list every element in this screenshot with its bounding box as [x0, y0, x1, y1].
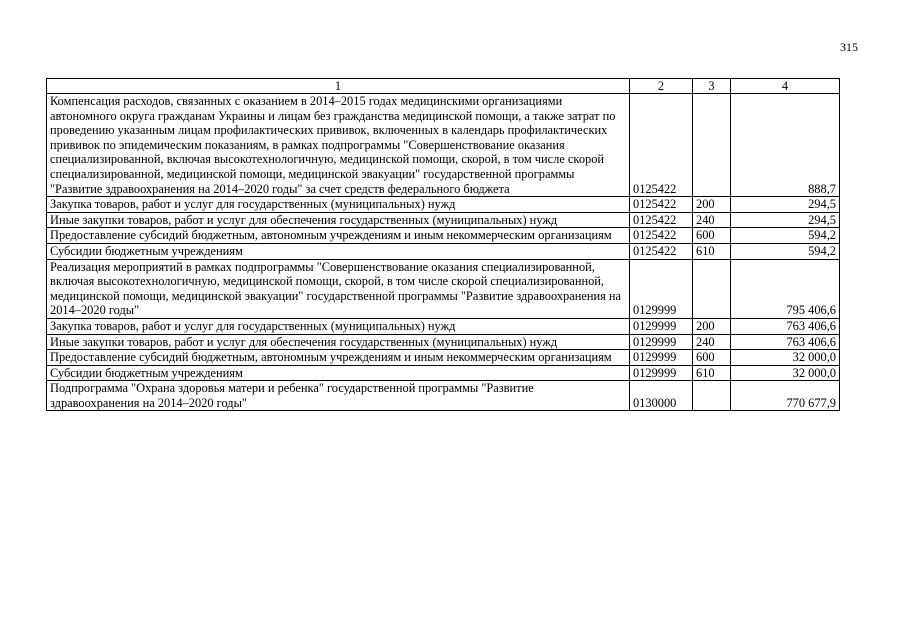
row-code: 0125422: [630, 243, 693, 259]
row-type: 240: [693, 334, 731, 350]
table-row: [47, 334, 840, 350]
row-code: 0125422: [630, 197, 693, 213]
row-name: Закупка товаров, работ и услуг для государственных (муниципальных) нужд: [47, 318, 630, 334]
row-amount: 763 406,6: [731, 318, 840, 334]
table-body: [47, 94, 840, 411]
table-row: [47, 350, 840, 366]
row-code: 0130000: [630, 381, 693, 411]
table-row: [47, 381, 840, 411]
row-code: 0129999: [630, 350, 693, 366]
row-amount: 294,5: [731, 212, 840, 228]
row-amount: 294,5: [731, 197, 840, 213]
row-type: [693, 381, 731, 411]
row-type: 200: [693, 318, 731, 334]
row-amount: 763 406,6: [731, 334, 840, 350]
row-amount: 594,2: [731, 243, 840, 259]
row-amount: 32 000,0: [731, 350, 840, 366]
row-name: Предоставление субсидий бюджетным, автономным учреждениям и иным некоммерческим организациям: [47, 350, 630, 366]
row-code: 0125422: [630, 212, 693, 228]
row-type: [693, 94, 731, 197]
table-row: [47, 94, 840, 197]
table-row: [47, 212, 840, 228]
row-amount: 770 677,9: [731, 381, 840, 411]
row-type: 610: [693, 243, 731, 259]
header-col-4: 4: [731, 79, 840, 94]
row-amount: 795 406,6: [731, 259, 840, 318]
row-type: 600: [693, 228, 731, 244]
header-col-1: 1: [47, 79, 630, 94]
row-name: Подпрограмма "Охрана здоровья матери и ребенка" государственной программы "Развитие здравоохранения на 2014–2020 годы": [47, 381, 630, 411]
row-code: 0129999: [630, 365, 693, 381]
header-row: [47, 79, 840, 94]
row-name: Иные закупки товаров, работ и услуг для обеспечения государственных (муниципальных) нужд: [47, 212, 630, 228]
row-name: Предоставление субсидий бюджетным, автономным учреждениям и иным некоммерческим организациям: [47, 228, 630, 244]
table-row: [47, 259, 840, 318]
row-name: Реализация мероприятий в рамках подпрограммы "Совершенствование оказания специализированной, включая высокотехнологичную, медицинской помощи, скорой, в том числе скорой специализированной, медицинской помощи, медицинской эвакуации" государственной программы "Развитие здравоохранения на 2014–2020 годы": [47, 259, 630, 318]
row-name: Иные закупки товаров, работ и услуг для обеспечения государственных (муниципальных) нужд: [47, 334, 630, 350]
row-name: Субсидии бюджетным учреждениям: [47, 365, 630, 381]
table-row: [47, 228, 840, 244]
page-number: 315: [840, 40, 858, 54]
row-amount: 32 000,0: [731, 365, 840, 381]
row-type: [693, 259, 731, 318]
row-name: Субсидии бюджетным учреждениям: [47, 243, 630, 259]
row-code: 0129999: [630, 318, 693, 334]
table-row: [47, 197, 840, 213]
header-col-3: 3: [693, 79, 731, 94]
budget-table: [46, 78, 840, 411]
row-code: 0129999: [630, 334, 693, 350]
row-amount: 594,2: [731, 228, 840, 244]
row-code: 0125422: [630, 94, 693, 197]
row-amount: 888,7: [731, 94, 840, 197]
table-row: [47, 365, 840, 381]
row-name: Компенсация расходов, связанных с оказанием в 2014–2015 годах медицинскими организациями автономного округа гражданам Украины и лицам без гражданства медицинской помощи, а также затрат по проведению указанным лицам профилактических прививок, включенных в календарь профилактических прививок по эпидемическим показаниям, в рамках подпрограммы "Совершенствование оказания специализированной, включая высокотехнологичную, медицинской помощи, скорой, в том числе скорой специализированной, медицинской помощи, медицинской эвакуации" государственной программы "Развитие здравоохранения на 2014–2020 годы" за счет средств федерального бюджета: [47, 94, 630, 197]
header-col-2: 2: [630, 79, 693, 94]
table-row: [47, 243, 840, 259]
table-header: [47, 79, 840, 94]
row-code: 0129999: [630, 259, 693, 318]
row-type: 200: [693, 197, 731, 213]
table-row: [47, 318, 840, 334]
row-type: 600: [693, 350, 731, 366]
row-type: 240: [693, 212, 731, 228]
row-name: Закупка товаров, работ и услуг для государственных (муниципальных) нужд: [47, 197, 630, 213]
row-code: 0125422: [630, 228, 693, 244]
row-type: 610: [693, 365, 731, 381]
